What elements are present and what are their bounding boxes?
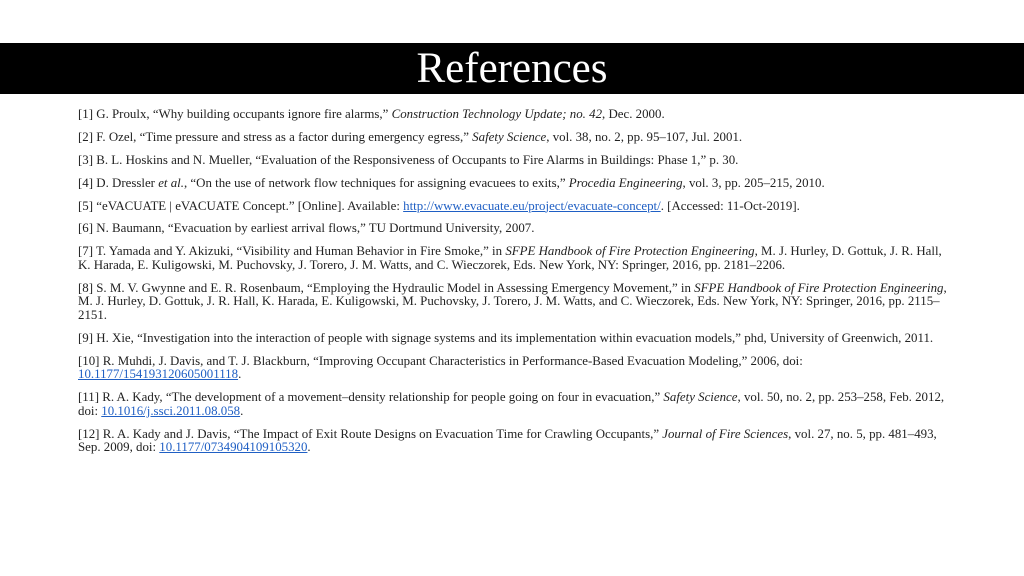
title-bar (0, 43, 1024, 94)
reference-1 (78, 108, 950, 122)
reference-text: . (240, 403, 244, 418)
reference-italic-text: SFPE Handbook of Fire Protection Engineering (694, 280, 944, 295)
reference-text: , vol. 3, pp. 205–215, 2010. (682, 175, 825, 190)
reference-text: [6] N. Baumann, “Evacuation by earliest arrival flows,” TU Dortmund University, 2007. (78, 221, 535, 236)
slide-title: References (416, 45, 608, 92)
reference-italic-text: et al. (158, 175, 184, 190)
reference-text: [2] F. Ozel, “Time pressure and stress as a factor during emergency egress,” (78, 129, 473, 144)
reference-text: [1] G. Proulx, “Why building occupants ignore fire alarms,” (78, 107, 392, 121)
reference-list (78, 108, 950, 464)
reference-text: [3] B. L. Hoskins and N. Mueller, “Evaluation of the Responsiveness of Occupants to Fire Alarms in Buildings: Phase 1,” p. 30. (78, 152, 739, 167)
reference-link[interactable]: 10.1177/154193120605001118 (78, 367, 239, 382)
reference-text: , “On the use of network flow techniques for assigning evacuees to exits,” (183, 175, 569, 190)
reference-text: [11] R. A. Kady, “The development of a movement–density relationship for people going on four in evacuation,” (78, 390, 664, 405)
reference-text: [10] R. Muhdi, J. Davis, and T. J. Blackburn, “Improving Occupant Characteristics in Performance-Based Evacuation Modeling,” 2006, doi: (78, 353, 803, 368)
reference-12 (78, 428, 950, 455)
reference-text: . [Accessed: 11-Oct-2019]. (660, 198, 800, 213)
reference-link[interactable]: 10.1177/0734904109105320 (159, 440, 308, 455)
reference-italic-text: Procedia Engineering (568, 175, 683, 190)
reference-text: [7] T. Yamada and Y. Akizuki, “Visibility and Human Behavior in Fire Smoke,” in (78, 244, 506, 259)
reference-italic-text: SFPE Handbook of Fire Protection Engineering (505, 244, 755, 259)
reference-italic-text: Construction Technology Update; no. 42 (391, 107, 603, 121)
reference-text: , vol. 50, no. 2, pp. 253–258, Feb. 2012, doi: (78, 390, 945, 418)
reference-text: , vol. 38, no. 2, pp. 95–107, Jul. 2001. (546, 129, 743, 144)
reference-text: , M. J. Hurley, D. Gottuk, J. R. Hall, K. Harada, E. Kuligowski, M. Puchovsky, J. Torero, J. M. Watts, and C. Wieczorek, Eds. New York, NY: Springer, 2016, pp. 2115–2151. (78, 280, 947, 323)
reference-3 (78, 154, 950, 168)
reference-link[interactable]: 10.1016/j.ssci.2011.08.058 (101, 403, 241, 418)
reference-italic-text: Safety Science (663, 390, 738, 405)
reference-link[interactable]: http://www.evacuate.eu/project/evacuate-concept/ (403, 198, 661, 213)
reference-11 (78, 391, 950, 418)
reference-text: [12] R. A. Kady and J. Davis, “The Impact of Exit Route Designs on Evacuation Time for Crawling Occupants,” (78, 426, 663, 441)
reference-text: , Dec. 2000. (602, 107, 665, 121)
reference-text: [9] H. Xie, “Investigation into the interaction of people with signage systems and its implementation within evacuation models,” phd, University of Greenwich, 2011. (78, 330, 934, 345)
reference-text: [5] “eVACUATE | eVACUATE Concept.” [Online]. Available: (78, 198, 404, 213)
reference-7 (78, 245, 950, 272)
reference-italic-text: Safety Science (472, 129, 547, 144)
reference-text: [8] S. M. V. Gwynne and E. R. Rosenbaum, “Employing the Hydraulic Model in Assessing Emergency Movement,” in (78, 280, 695, 295)
reference-text: . (238, 367, 242, 382)
reference-2 (78, 131, 950, 145)
reference-text: . (307, 440, 311, 455)
reference-10 (78, 355, 950, 382)
reference-6 (78, 222, 950, 236)
reference-4 (78, 177, 950, 191)
reference-text: , vol. 27, no. 5, pp. 481–493, Sep. 2009, doi: (78, 426, 937, 455)
reference-text: , M. J. Hurley, D. Gottuk, J. R. Hall, K. Harada, E. Kuligowski, M. Puchovsky, J. Torero, J. M. Watts, and C. Wieczorek, Eds. New York, NY: Springer, 2016, pp. 2181–2206. (78, 244, 942, 272)
reference-italic-text: Journal of Fire Sciences (662, 426, 789, 441)
reference-5 (78, 200, 950, 214)
reference-text: [4] D. Dressler (78, 175, 159, 190)
reference-8 (78, 282, 950, 323)
reference-9 (78, 332, 950, 346)
